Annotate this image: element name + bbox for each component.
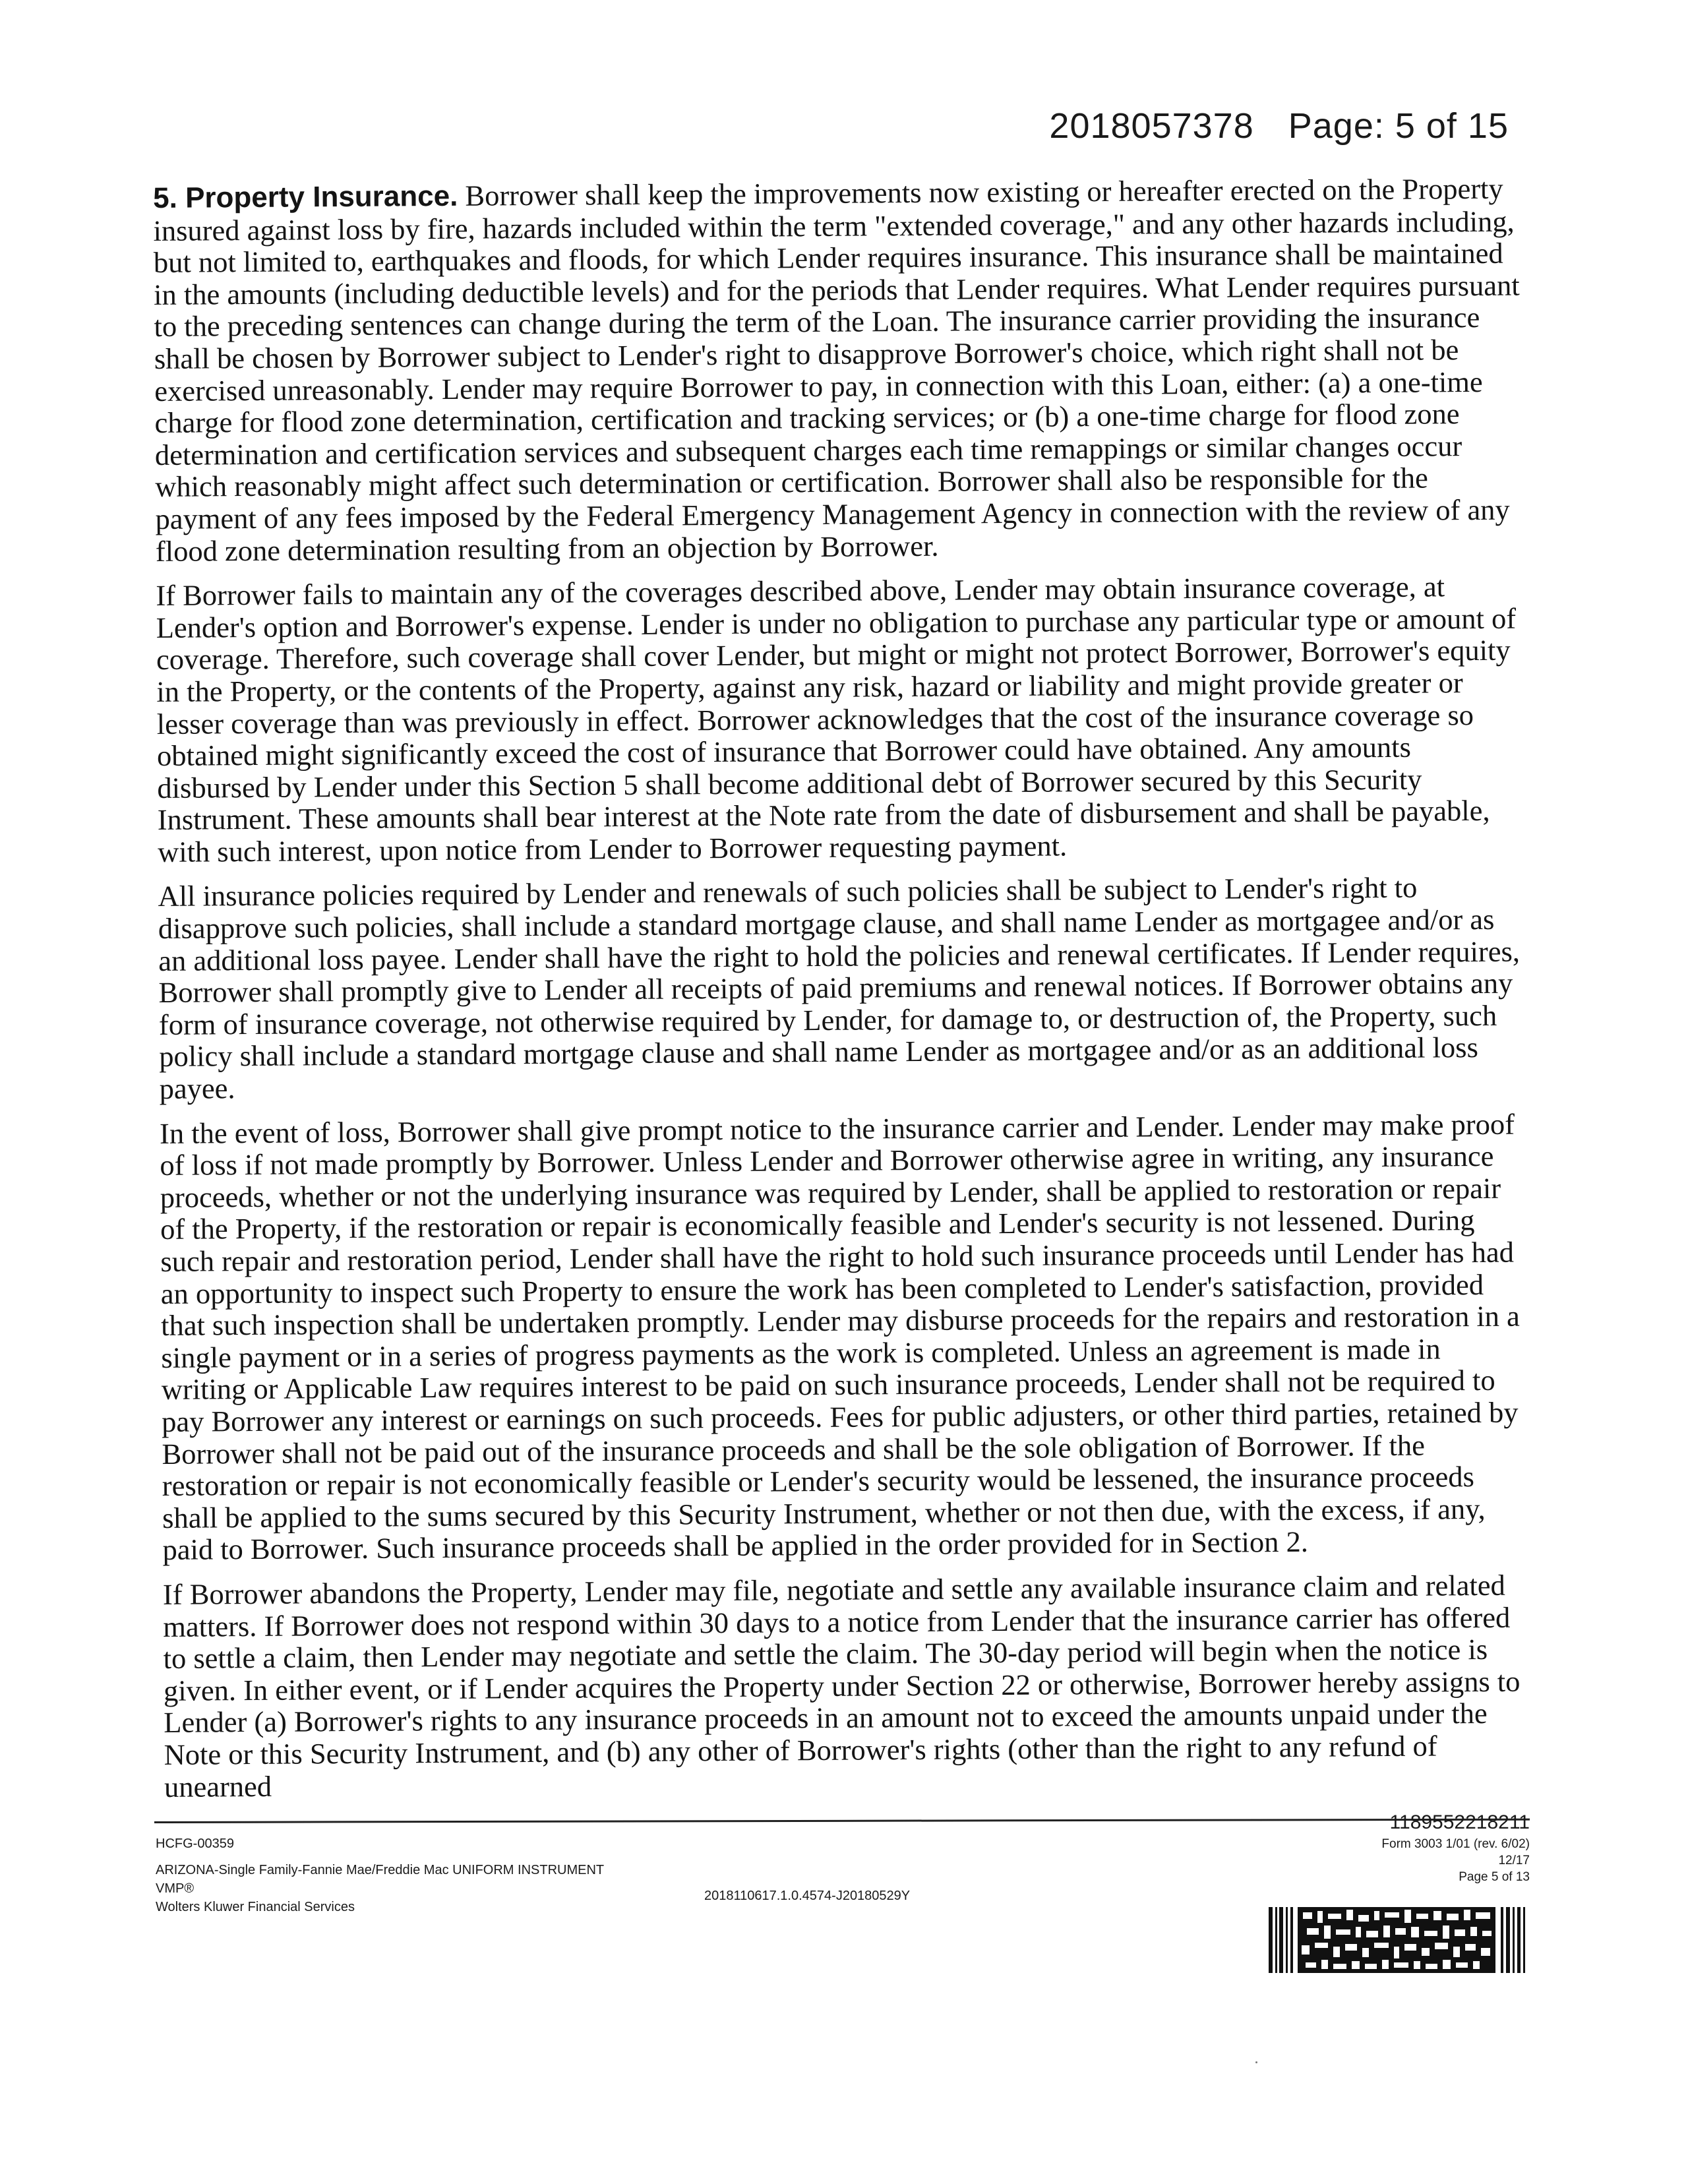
paragraph-forced-coverage: If Borrower fails to maintain any of the coverages described above, Lender may obtain insurance coverage, at Lender's option and Borrower's expense. Lender is under no obligation to purchase any particular type or amount of coverage. Therefore, such coverage shall cover Lender, but might or might not protect Borrower, Borrower's equity in the Property, or the contents of the Property, against any risk, hazard or liability and might provide greater or lesser coverage than was previously in effect. Borrower acknowledges that the cost of the insurance coverage so obtained might significantly exceed the cost of insurance that Borrower could have obtained. Any amounts disbursed by Lender under this Section 5 shall become additional debt of Borrower secured by this Security Instrument. These amounts shall bear interest at the Note rate from the date of disbursement and shall be payable, with such interest, upon notice from Lender to Borrower requesting payment. xyxy=(156,570,1517,868)
paragraph-property-insurance xyxy=(153,172,1526,567)
section-heading: 5. Property Insurance. xyxy=(153,179,458,214)
paragraph-policy-requirements: All insurance policies required by Lender and renewals of such policies shall be subject to Lender's right to disapprove such policies, shall include a standard mortgage clause, and shall name Lender as mortgagee and/or as an additional loss payee. Lender shall have the right to hold the policies and renewal certificates. If Lender requires, Borrower shall promptly give to Lender all receipts of paid premiums and renewal notices. If Borrower obtains any form of insurance coverage, not otherwise required by Lender, for damage to, or destruction of, the Property, such policy shall include a standard mortgage clause and shall name Lender as mortgagee and/or as an additional loss payee. xyxy=(158,871,1521,1105)
vendor-mark: VMP® xyxy=(156,1881,195,1896)
recording-number: 2018057378 xyxy=(1049,106,1254,146)
scan-speck xyxy=(1255,2061,1257,2063)
paragraph-text: Borrower shall keep the improvements now existing or hereafter erected on the Property insured against loss by fire, hazards included within the term "extended coverage," and any other hazards including, but not limited to, earthquakes and floods, for which Lender requires insurance. This insurance shall be maintained in the amounts (including deductible levels) and for the periods that Lender requires. What Lender requires pursuant to the preceding sentences can change during the term of the Loan. The insurance carrier providing the insurance shall be chosen by Borrower subject to Lender's right to disapprove Borrower's choice, which right shall not be exercised unreasonably. Lender may require Borrower to pay, in connection with this Loan, either: (a) a one-time charge for flood zone determination, certification and tracking services; or (b) a one-time charge for flood zone determination and certification services and subsequent charges each time remappings or similar changes occur which reasonably might affect such determination or certification. Borrower shall also be responsible for the payment of any fees imposed by the Federal Emergency Management Agency in connection with the review of any flood zone determination resulting from an objection by Borrower. xyxy=(153,171,1520,568)
form-page-count: Page 5 of 13 xyxy=(1459,1870,1530,1884)
barcode-icon xyxy=(1269,1907,1527,1973)
footer-loan-info xyxy=(1381,1809,1530,1885)
form-number: Form 3003 1/01 (rev. 6/02) xyxy=(1381,1837,1530,1851)
form-code: HCFG-00359 xyxy=(156,1836,234,1851)
recording-page-label: Page: 5 of 15 xyxy=(1288,106,1509,146)
publisher-name: Wolters Kluwer Financial Services xyxy=(156,1900,355,1914)
paragraph-abandonment: If Borrower abandons the Property, Lender may file, negotiate and settle any available insurance claim and related matters. If Borrower does not respond within 30 days to a notice from Lender that the insurance carrier has offered to settle a claim, then Lender may negotiate and settle the claim. The 30-day period will begin when the notice is given. In either event, or if Lender acquires the Property under Section 22 or otherwise, Borrower hereby assigns to Lender (a) Borrower's rights to any insurance proceeds in an amount not to exceed the amounts unpaid under the Note or this Security Instrument, and (b) any other of Borrower's rights (other than the right to any refund of unearned xyxy=(162,1568,1521,1804)
document-body xyxy=(153,172,1534,1815)
form-revision: 12/17 xyxy=(1498,1854,1530,1867)
footer-divider xyxy=(154,1819,1530,1823)
recording-header xyxy=(1049,106,1509,146)
loan-number: 1189552218211 xyxy=(1389,1811,1530,1833)
footer-form-info xyxy=(156,1835,604,1916)
document-id: 2018110617.1.0.4574-J20180529Y xyxy=(704,1889,911,1903)
instrument-title: ARIZONA-Single Family-Fannie Mae/Freddie Mac UNIFORM INSTRUMENT xyxy=(156,1863,605,1877)
paragraph-event-of-loss: In the event of loss, Borrower shall give prompt notice to the insurance carrier and Lender. Lender may make proof of loss if not made promptly by Borrower. Unless Lender and Borrower otherwise agree in writing, any insurance proceeds, whether or not the underlying insurance was required by Lender, shall be applied to restoration or repair of the Property, if the restoration or repair is economically feasible and Lender's security is not lessened. During such repair and restoration period, Lender shall have the right to hold such insurance proceeds until Lender has had an opportunity to inspect such Property to ensure the work has been completed to Lender's satisfaction, provided that such inspection shall be undertaken promptly. Lender may disburse proceeds for the repairs and restoration in a single payment or in a series of progress payments as the work is completed. Unless an agreement is made in writing or Applicable Law requires interest to be paid on such insurance proceeds, Lender shall not be required to pay Borrower any interest or earnings on such proceeds. Fees for public adjusters, or other third parties, retained by Borrower shall not be paid out of the insurance proceeds and shall be the sole obligation of Borrower. If the restoration or repair is not economically feasible or Lender's security would be lessened, the insurance proceeds shall be applied to the sums secured by this Security Instrument, whether or not then due, with the excess, if any, paid to Borrower. Such insurance proceeds shall be applied in the order provided for in Section 2. xyxy=(159,1107,1521,1567)
